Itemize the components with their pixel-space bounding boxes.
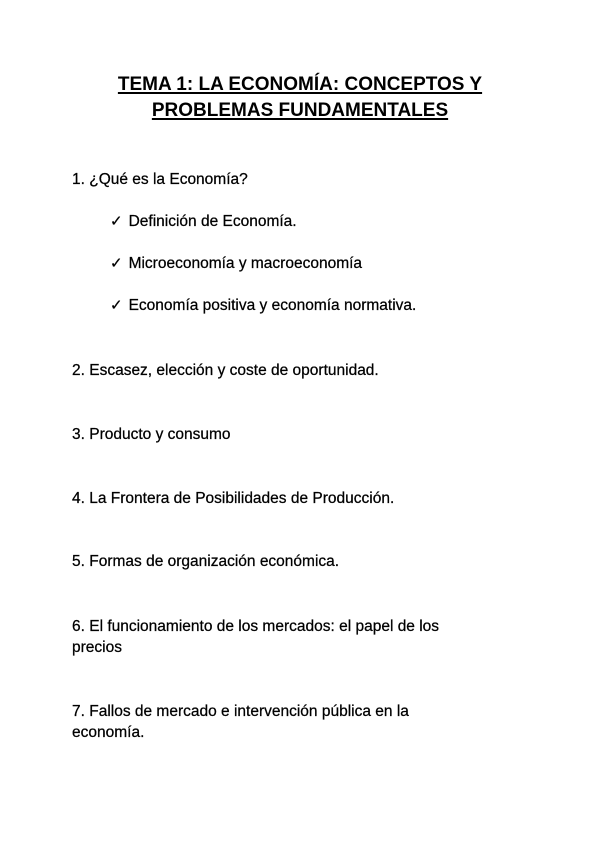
sub-item-label: Microeconomía y macroeconomía (128, 255, 363, 272)
list-item-7-line-1: 7. Fallos de mercado e intervención pública en la (72, 703, 409, 720)
list-item-5: 5. Formas de organización económica. (72, 553, 340, 570)
title-line-2: PROBLEMAS FUNDAMENTALES (151, 100, 449, 121)
sub-item-definicion (110, 211, 530, 232)
list-item-7-line-2: economía. (72, 724, 145, 741)
list-item-6-line-2: precios (72, 639, 122, 656)
check-icon: ✓ (110, 212, 123, 230)
list-item-7 (72, 701, 512, 743)
page-title (0, 72, 600, 124)
check-icon: ✓ (110, 254, 123, 272)
sub-item-label: Definición de Economía. (128, 213, 297, 230)
list-item-4: 4. La Frontera de Posibilidades de Producción. (72, 490, 395, 507)
list-item-2: 2. Escasez, elección y coste de oportunidad. (72, 362, 379, 379)
sub-item-positiva-normativa (110, 295, 530, 316)
sub-item-micro-macro (110, 253, 530, 274)
list-item-1: 1. ¿Qué es la Economía? (72, 171, 248, 188)
list-item-3: 3. Producto y consumo (72, 426, 231, 443)
sub-item-label: Economía positiva y economía normativa. (128, 297, 417, 314)
list-item-6-line-1: 6. El funcionamiento de los mercados: el papel de los (72, 618, 440, 635)
list-item-6 (72, 616, 512, 658)
check-icon: ✓ (110, 296, 123, 314)
title-line-1: TEMA 1: LA ECONOMÍA: CONCEPTOS Y (117, 74, 483, 95)
